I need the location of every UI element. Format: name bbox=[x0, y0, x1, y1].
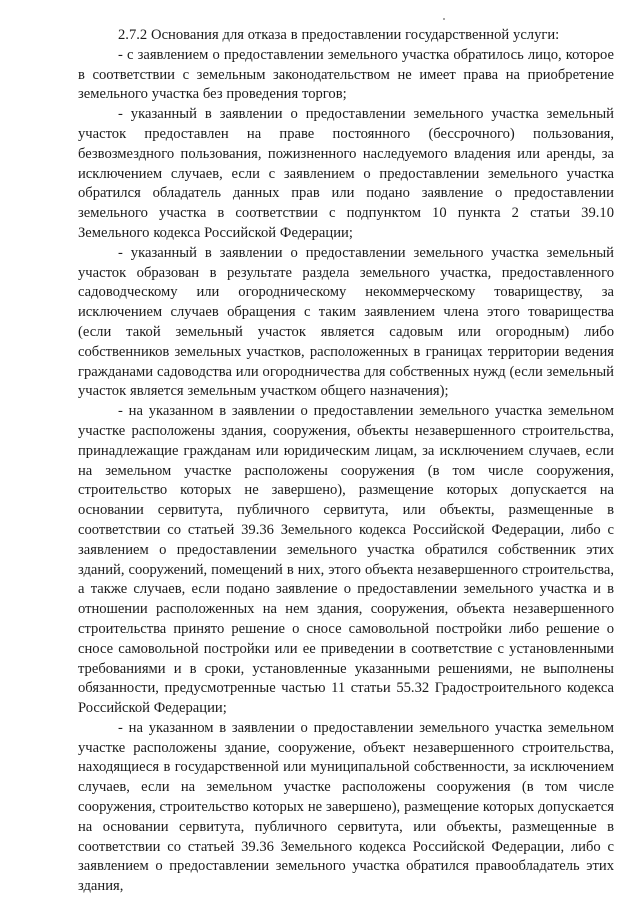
paragraph-5: - на указанном в заявлении о предоставлении земельного участка земельном участке расположены здание, сооружение, объект незавершенного строительства, находящиеся в государственной или муниципальной собственности, за исключением случаев, если на земельном участке расположены сооружения (в том числе сооружения, строительство которых не завершено), размещение которых допускается на основании сервитута, публичного сервитута, или объекты, размещенные в соответствии со статьей 39.36 Земельного кодекса Российской Федерации, либо с заявлением о предоставлении земельного участка обратился правообладатель этих здания, bbox=[78, 719, 614, 895]
paragraph-1: - с заявлением о предоставлении земельного участка обратилось лицо, которое в соответствии с земельным законодательством не имеет права на приобретение земельного участка без проведения торгов; bbox=[78, 46, 614, 103]
paragraph-4: - на указанном в заявлении о предоставлении земельного участка земельном участке расположены здания, сооружения, объекты незавершенного строительства, принадлежащие гражданам или юридическим лицам, за исключением случаев, если на земельном участке расположены сооружения (в том числе сооружения, строительство которых не завершено), размещение которых допускается на основании сервитута, публичного сервитута, или объекты, размещенные в соответствии со статьей 39.36 Земельного кодекса Российской Федерации, либо с заявлением о предоставлении земельного участка обратился собственник этих зданий, сооружений, помещений в них, этого объекта незавершенного строительства, а также случаев, если подано заявление о предоставлении земельного участка и в отношении расположенных на нем здания, сооружения, объекта незавершенного строительства принято решение о сносе самовольной постройки либо решение о сносе самовольной постройки или ее приведении в соответствие с установленными требованиями и в сроки, установленные указанными решениями, не выполнены обязанности, предусмотренные частью 11 статьи 55.32 Градостроительного кодекса Российской Федерации; bbox=[78, 403, 614, 717]
paragraph-3: - указанный в заявлении о предоставлении земельного участка земельный участок образован в результате раздела земельного участка, предоставленного садоводческому или огородническому некоммерческому товариществу, за исключением случаев обращения с таким заявлением члена этого товарищества (если такой земельный участок является садовым или огородным) либо собственников земельных участков, расположенных в границах территории ведения гражданами садоводства или огородничества для собственных нужд (если земельный участок является земельным участком общего назначения); bbox=[78, 244, 614, 400]
section-heading: 2.7.2 Основания для отказа в предоставлении государственной услуги: bbox=[118, 27, 560, 43]
document-page bbox=[78, 16, 614, 897]
paragraph-2: - указанный в заявлении о предоставлении земельного участка земельный участок предоставлен на праве постоянного (бессрочного) пользования, безвозмездного пользования, пожизненного наследуемого владения или аренды, за исключением случаев, если с заявлением о предоставлении земельного участка обратился обладатель данных прав или подано заявление о предоставлении земельного участка в соответствии с подпунктом 10 пункта 2 статьи 39.10 Земельного кодекса Российской Федерации; bbox=[78, 106, 614, 241]
